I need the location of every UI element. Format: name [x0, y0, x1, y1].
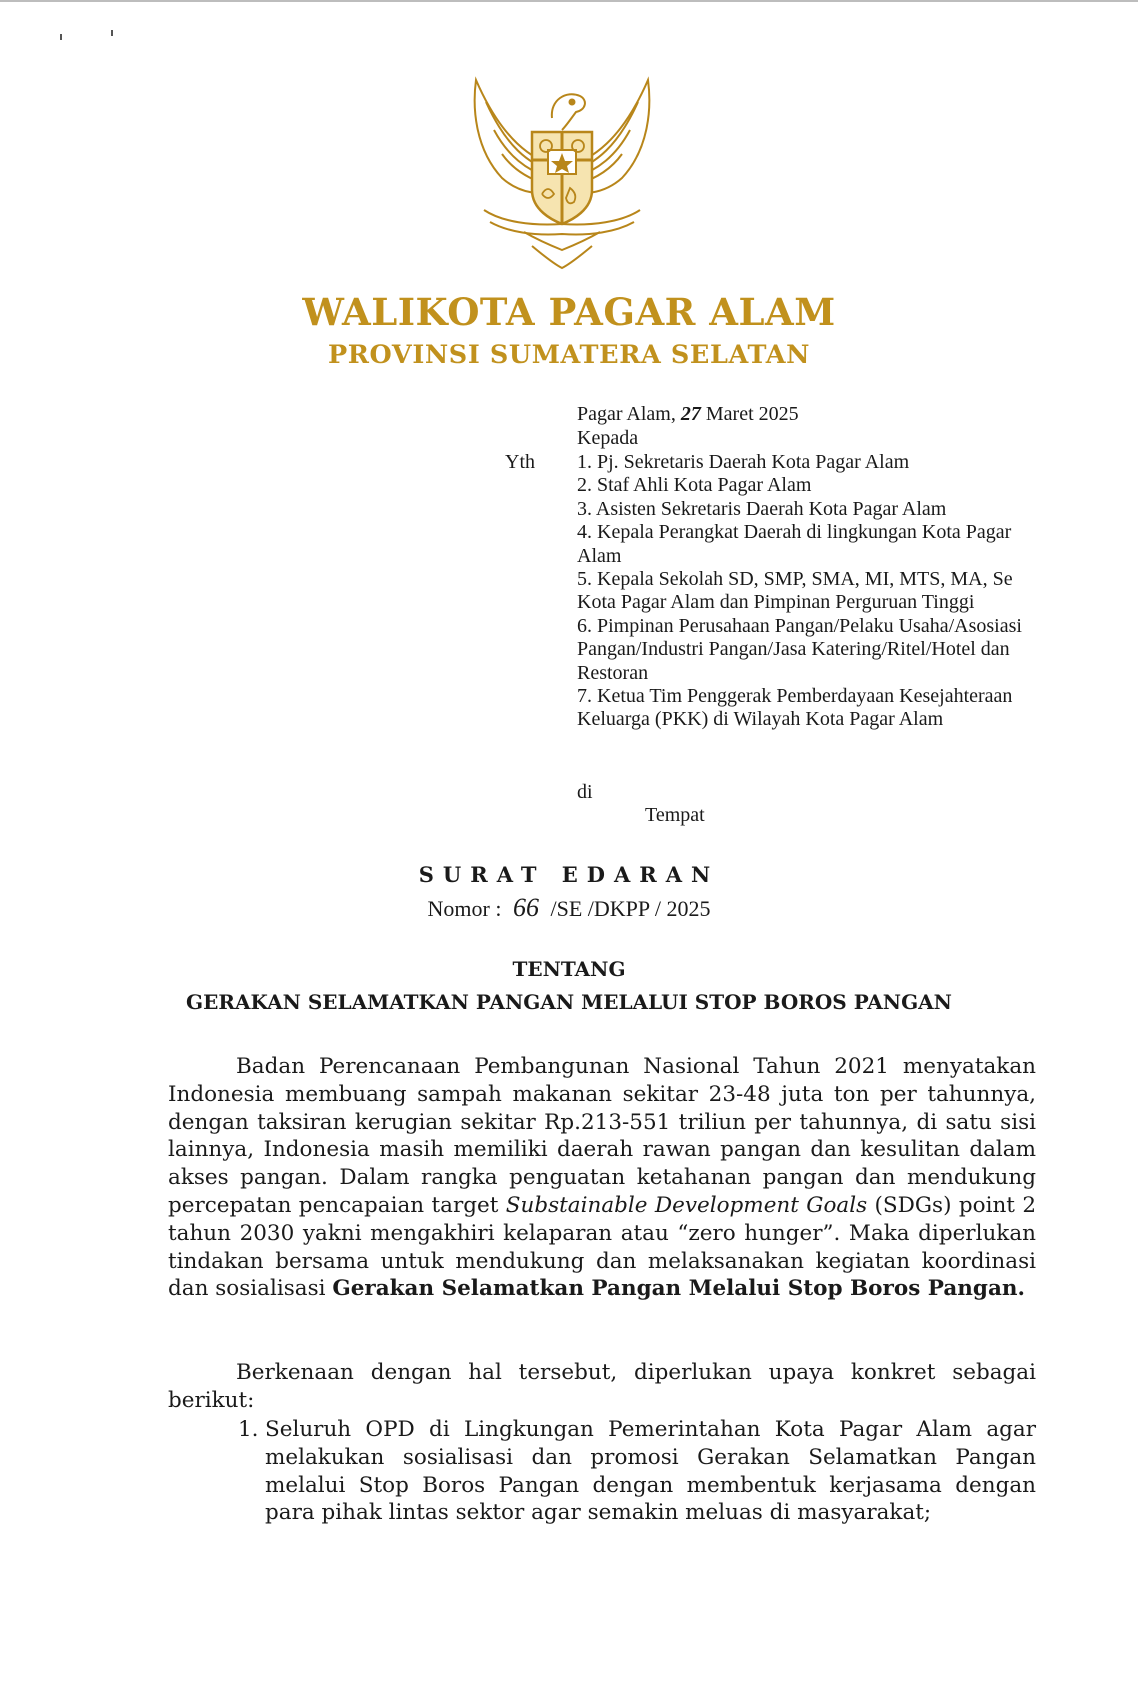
letter-number [0, 893, 1138, 923]
nomor-suffix: /SE /DKPP / 2025 [550, 896, 711, 921]
kepada-label: Kepada [577, 427, 639, 449]
recipient-item: 3. Asisten Sekretaris Daerah Kota Pagar Alam [577, 497, 947, 520]
p1-text-b: (SDGs) point 2 tahun 2030 yakni mengakhiri kelaparan atau “zero hunger”. Maka diperlukan tindakan bersama untuk mendukung dan melaksanakan kegiatan koordinasi dan sosialisasi [168, 1192, 1037, 1302]
p1-bold-program: Gerakan Selamatkan Pangan Melalui Stop Boros Pangan. [332, 1276, 1026, 1302]
recipient-item: 2. Staf Ahli Kota Pagar Alam [577, 474, 812, 497]
date-suffix: Maret 2025 [705, 403, 799, 425]
subject-heading: GERAKAN SELAMATKAN PANGAN MELALUI STOP BOROS PANGAN [186, 990, 952, 1014]
action-list-item [238, 1416, 1036, 1527]
di-label: di [577, 781, 593, 803]
recipient-item: 5. Kepala Sekolah SD, SMP, SMA, MI, MTS, MA, Se Kota Pagar Alam dan Pimpinan Perguruan Tinggi [577, 568, 1013, 614]
p1-italic-term: Substainable Development Goals [505, 1192, 868, 1218]
nomor-handwritten: 66 [513, 893, 539, 922]
item-number: 1. [238, 1417, 259, 1442]
tempat-label: Tempat [645, 804, 705, 826]
yth-label: Yth [505, 451, 535, 473]
date-prefix: Pagar Alam, [577, 403, 676, 425]
body-paragraph-1 [168, 1053, 1036, 1303]
recipient-list [577, 451, 1037, 732]
recipient-item: 1. Pj. Sekretaris Daerah Kota Pagar Alam [577, 451, 910, 473]
garuda-emblem-icon [462, 60, 662, 272]
item-text: Seluruh OPD di Lingkungan Pemerintahan Kota Pagar Alam agar melakukan sosialisasi dan promosi Gerakan Selamatkan Pangan melalui Stop Boros Pangan dengan membentuk kerjasama dengan para pihak lintas sektor agar semakin meluas di masyarakat; [265, 1417, 1036, 1526]
letter-date [577, 403, 799, 426]
letter-type-heading: SURAT EDARAN [418, 862, 720, 887]
recipient-item: 6. Pimpinan Perusahaan Pangan/Pelaku Usaha/Asosiasi Pangan/Industri Pangan/Jasa Katering/Ritel/Hotel dan Restoran [577, 614, 1022, 684]
letterhead-subtitle: PROVINSI SUMATERA SELATAN [327, 340, 811, 369]
p1-text-a: Badan Perencanaan Pembangunan Nasional Tahun 2021 menyatakan Indonesia membuang sampah makanan sekitar 23-48 juta ton per tahunnya, dengan taksiran kerugian sekitar Rp.213-551 triliun per tahunnya, di satu sisi lainnya, Indonesia masih memiliki daerah rawan pangan dan kesulitan dalam akses pangan. Dalam rangka penguatan ketahanan pangan dan mendukung percepatan pencapaian target [168, 1054, 1036, 1218]
nomor-prefix: Nomor : [427, 896, 502, 921]
recipient-item: 4. Kepala Perangkat Daerah di lingkungan Kota Pagar Alam [577, 521, 1012, 567]
body-paragraph-2: Berkenaan dengan hal tersebut, diperlukan upaya konkret sebagai berikut: [168, 1360, 1036, 1413]
scan-speck [111, 30, 113, 36]
scan-top-edge [0, 0, 1138, 2]
date-handwritten-day: 27 [680, 403, 701, 425]
recipient-item: 7. Ketua Tim Penggerak Pemberdayaan Kesejahteraan Keluarga (PKK) di Wilayah Kota Pagar Alam [577, 685, 1013, 731]
scan-speck [60, 34, 62, 40]
tentang-heading: TENTANG [512, 957, 626, 981]
letterhead-title: WALIKOTA PAGAR ALAM [302, 290, 836, 334]
